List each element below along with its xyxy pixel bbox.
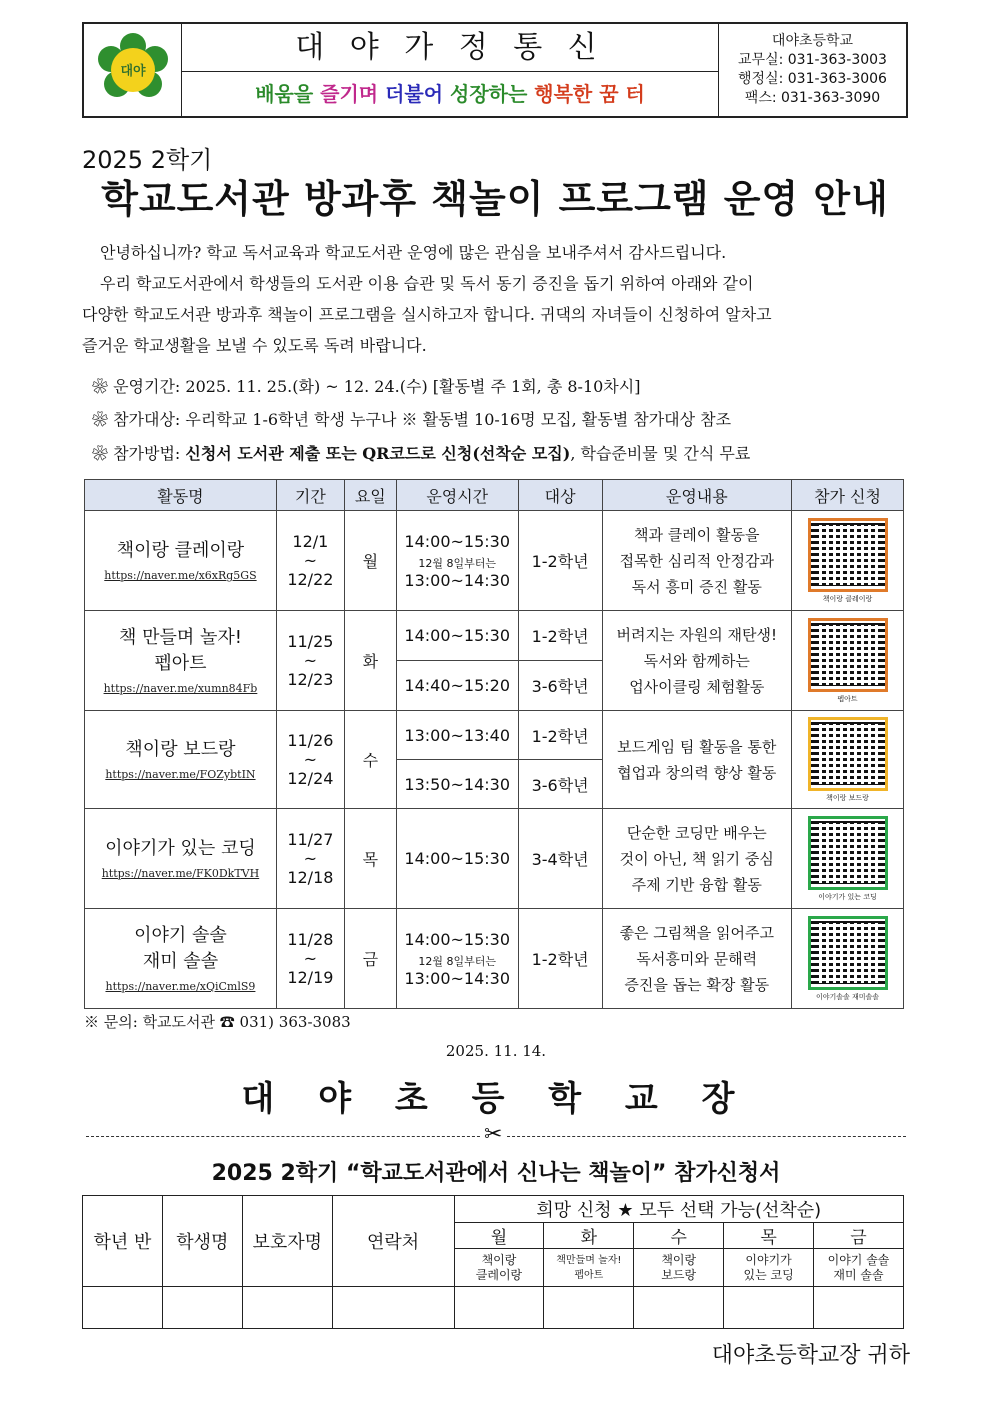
motto-segment: 즐기며	[320, 82, 386, 106]
form-col-contact: 연락처	[332, 1196, 454, 1287]
table-row	[85, 611, 904, 661]
qr-code[interactable]	[808, 816, 888, 890]
intro-line-1: 안녕하십니까? 학교 독서교육과 학교도서관 운영에 많은 관심을 보내주셔서 감사드립니다.	[100, 243, 727, 262]
form-col-guardian: 보호자명	[242, 1196, 332, 1287]
inquiry-note: ※ 문의: 학교도서관 ☎ 031) 363-3083	[84, 1013, 351, 1031]
logo-text: 대야	[120, 64, 146, 79]
form-input-class[interactable]	[83, 1287, 163, 1329]
schedule-table	[84, 479, 904, 1009]
activity-link[interactable]: https://naver.me/x6xRg5GS	[104, 569, 257, 582]
qr-code[interactable]	[808, 916, 888, 990]
act-line: 클레이랑	[475, 1267, 523, 1282]
period-from: 11/26	[287, 731, 334, 750]
activity-name: 책이랑 보드랑	[125, 739, 236, 760]
time-main: 13:50~14:30	[396, 760, 518, 809]
period-from: 11/25	[287, 632, 334, 651]
form-input-contact[interactable]	[332, 1287, 454, 1329]
content-line: 단순한 코딩만 배우는	[626, 823, 767, 842]
logo-emblem-icon	[84, 24, 182, 116]
scissors-icon: ✂	[480, 1122, 506, 1147]
content-line: 것이 아닌, 책 읽기 중심	[619, 849, 774, 868]
period-to: 12/22	[287, 570, 334, 589]
table-row	[85, 711, 904, 760]
addressee: 대야초등학교장 귀하	[711, 1343, 910, 1368]
period-tilde: ~	[303, 551, 318, 570]
application-form	[82, 1195, 904, 1329]
table-header-row	[85, 480, 904, 511]
motto-segment: 행복한 꿈 터	[534, 82, 645, 106]
activity-link[interactable]: https://naver.me/xumn84Fb	[103, 682, 258, 695]
act-line: 이야기가	[745, 1252, 792, 1267]
form-act-mon	[454, 1249, 544, 1287]
content-line: 독서와 함께하는	[643, 651, 750, 670]
intro-line-4: 즐거운 학교생활을 보낼 수 있도록 독려 바랍니다.	[82, 336, 427, 355]
th-activity: 활동명	[85, 480, 277, 511]
th-apply: 참가 신청	[792, 480, 904, 511]
day-cell: 월	[344, 511, 396, 611]
activity-link[interactable]: https://naver.me/FK0DkTVH	[101, 867, 260, 880]
period-tilde: ~	[303, 849, 318, 868]
time-note: 12월 8일부터는	[418, 556, 497, 570]
time-main: 14:00~15:30	[396, 809, 518, 909]
motto-segment: 배움을	[255, 82, 321, 106]
form-check-thu[interactable]	[724, 1287, 814, 1329]
activity-link[interactable]: https://naver.me/xQiCmlS9	[105, 980, 256, 993]
form-day-fri: 금	[814, 1223, 904, 1249]
time-main: 13:00~13:40	[396, 711, 518, 760]
qr-label: 이야기솔솔 재미솔솔	[815, 992, 880, 1001]
form-check-fri[interactable]	[814, 1287, 904, 1329]
period-from: 11/27	[287, 830, 334, 849]
form-col-class: 학년 반	[83, 1196, 163, 1287]
activity-name: 이야기 솔솔	[134, 925, 227, 946]
term-label: 2025 2학기	[82, 146, 213, 174]
form-col-student: 학생명	[162, 1196, 242, 1287]
contact-fax: 팩스: 031-363-3090	[744, 90, 881, 106]
form-day-mon: 월	[454, 1223, 544, 1249]
form-act-tue	[544, 1249, 634, 1287]
th-time: 운영시간	[396, 480, 518, 511]
act-line: 책이랑	[481, 1252, 517, 1267]
th-day: 요일	[344, 480, 396, 511]
activity-name: 책이랑 클레이랑	[116, 540, 245, 561]
day-cell: 수	[344, 711, 396, 809]
act-line: 책이랑	[661, 1252, 697, 1267]
table-row	[85, 909, 904, 1009]
target-cell: 1-2학년	[518, 711, 602, 760]
qr-code[interactable]	[808, 717, 888, 791]
content-line: 좋은 그림책을 읽어주고	[619, 923, 774, 942]
form-act-thu	[724, 1249, 814, 1287]
school-motto	[182, 72, 718, 116]
act-line: 보드랑	[661, 1267, 697, 1282]
activity-link[interactable]: https://naver.me/FOZybtIN	[105, 768, 256, 781]
target-cell: 3-6학년	[518, 661, 602, 711]
issue-date: 2025. 11. 14.	[445, 1042, 547, 1060]
target-cell: 3-4학년	[518, 809, 602, 909]
day-cell: 금	[344, 909, 396, 1009]
bullet-method-bold: 신청서 도서관 제출 또는 QR코드로 신청(선착순 모집)	[185, 444, 571, 463]
activity-name-2: 재미 솔솔	[142, 951, 219, 972]
th-content: 운영내용	[602, 480, 792, 511]
bullet-method-prefix: ❀ 참가방법:	[92, 444, 186, 463]
form-check-mon[interactable]	[454, 1287, 544, 1329]
content-line: 접목한 심리적 안정감과	[619, 551, 774, 570]
qr-label: 펩아트	[837, 694, 858, 703]
table-row	[85, 809, 904, 909]
motto-segment: 더불어	[385, 82, 451, 106]
intro-line-2: 우리 학교도서관에서 학생들의 도서관 이용 습관 및 독서 동기 증진을 돕기 위하여 아래와 같이	[100, 274, 754, 293]
form-act-wed	[634, 1249, 724, 1287]
content-line: 독서흥미와 문해력	[636, 949, 758, 968]
intro-line-3: 다양한 학교도서관 방과후 책놀이 프로그램을 실시하고자 합니다. 귀댁의 자녀들이 신청하여 알차고	[82, 305, 772, 324]
bullet-method	[92, 441, 750, 464]
contact-admin: 행정실: 031-363-3006	[738, 71, 887, 87]
period-tilde: ~	[303, 750, 318, 769]
table-row	[85, 511, 904, 611]
period-from: 11/28	[287, 930, 334, 949]
qr-label: 책이랑 클레이랑	[822, 594, 873, 603]
period-to: 12/19	[287, 968, 334, 987]
th-target: 대상	[518, 480, 602, 511]
content-line: 증진을 돕는 확장 활동	[624, 975, 770, 994]
time-main: 14:40~15:20	[396, 661, 518, 711]
target-cell: 1-2학년	[518, 611, 602, 661]
activity-name-2: 펩아트	[154, 653, 207, 674]
content-line: 보드게임 팀 활동을 통한	[617, 737, 777, 756]
qr-code[interactable]	[808, 618, 888, 692]
bullet-target: ❀ 참가대상: 우리학교 1-6학년 학생 누구나 ※ 활동별 10-16명 모집, 활동별 참가대상 참조	[92, 410, 732, 429]
newsletter-title: 대 야 가 정 통 신	[182, 24, 718, 72]
content-line: 업사이클링 체험활동	[629, 677, 765, 696]
th-period: 기간	[276, 480, 344, 511]
day-cell: 화	[344, 611, 396, 711]
form-title: 2025 2학기 “학교도서관에서 신나는 책놀이” 참가신청서	[211, 1161, 781, 1186]
form-input-student[interactable]	[162, 1287, 242, 1329]
time-alt: 13:00~14:30	[404, 570, 511, 590]
form-check-tue[interactable]	[544, 1287, 634, 1329]
activity-name: 책 만들며 놀자!	[118, 627, 242, 648]
time-main: 14:00~15:30	[396, 611, 518, 661]
period-to: 12/18	[287, 868, 334, 887]
period-to: 12/23	[287, 670, 334, 689]
content-line: 버려지는 자원의 재탄생!	[616, 625, 777, 644]
form-day-tue: 화	[544, 1223, 634, 1249]
period-from: 12/1	[292, 532, 329, 551]
form-act-fri	[814, 1249, 904, 1287]
time-main: 14:00~15:30	[404, 929, 511, 949]
act-line: 이야기 솔솔	[827, 1252, 890, 1267]
content-line: 주제 기반 융합 활동	[631, 875, 762, 894]
time-main: 14:00~15:30	[404, 531, 511, 551]
period-to: 12/24	[287, 769, 334, 788]
form-wish-header: 희망 신청 ★ 모두 선택 가능(선착순)	[454, 1196, 903, 1223]
contact-office: 교무실: 031-363-3003	[738, 52, 887, 68]
bullet-method-suffix: , 학습준비물 및 간식 무료	[570, 444, 751, 463]
school-contacts	[718, 24, 906, 116]
form-day-thu: 목	[724, 1223, 814, 1249]
form-check-wed[interactable]	[634, 1287, 724, 1329]
target-cell: 1-2학년	[518, 511, 602, 611]
form-input-guardian[interactable]	[242, 1287, 332, 1329]
content-line: 책과 클레이 활동을	[634, 525, 760, 544]
qr-code[interactable]	[808, 518, 888, 592]
content-line: 독서 흥미 증진 활동	[631, 577, 762, 596]
principal-title: 대 야 초 등 학 교 장	[241, 1079, 751, 1119]
qr-label: 책이랑 보드랑	[826, 793, 869, 802]
activity-name: 이야기가 있는 코딩	[105, 838, 256, 859]
day-cell: 목	[344, 809, 396, 909]
act-line: 재미 솔솔	[833, 1267, 884, 1282]
target-cell: 3-6학년	[518, 760, 602, 809]
time-alt: 13:00~14:30	[404, 968, 511, 988]
school-name: 대야초등학교	[771, 33, 854, 49]
bullet-period: ❀ 운영기간: 2025. 11. 25.(화) ~ 12. 24.(수) [활동별 주 1회, 총 8-10차시]	[92, 377, 641, 396]
target-cell: 1-2학년	[518, 909, 602, 1009]
act-line: 있는 코딩	[743, 1267, 794, 1282]
form-day-wed: 수	[634, 1223, 724, 1249]
period-tilde: ~	[303, 949, 318, 968]
qr-label: 이야기가 있는 코딩	[818, 892, 877, 901]
school-logo	[84, 24, 182, 116]
page-title: 학교도서관 방과후 책놀이 프로그램 운영 안내	[101, 177, 889, 221]
period-tilde: ~	[303, 651, 318, 670]
time-note: 12월 8일부터는	[418, 954, 497, 968]
act-line: 펩아트	[574, 1269, 604, 1281]
content-line: 협업과 창의력 향상 활동	[617, 763, 777, 782]
motto-segment: 성장하는	[450, 82, 535, 106]
act-line: 책만들며 놀자!	[556, 1254, 622, 1266]
